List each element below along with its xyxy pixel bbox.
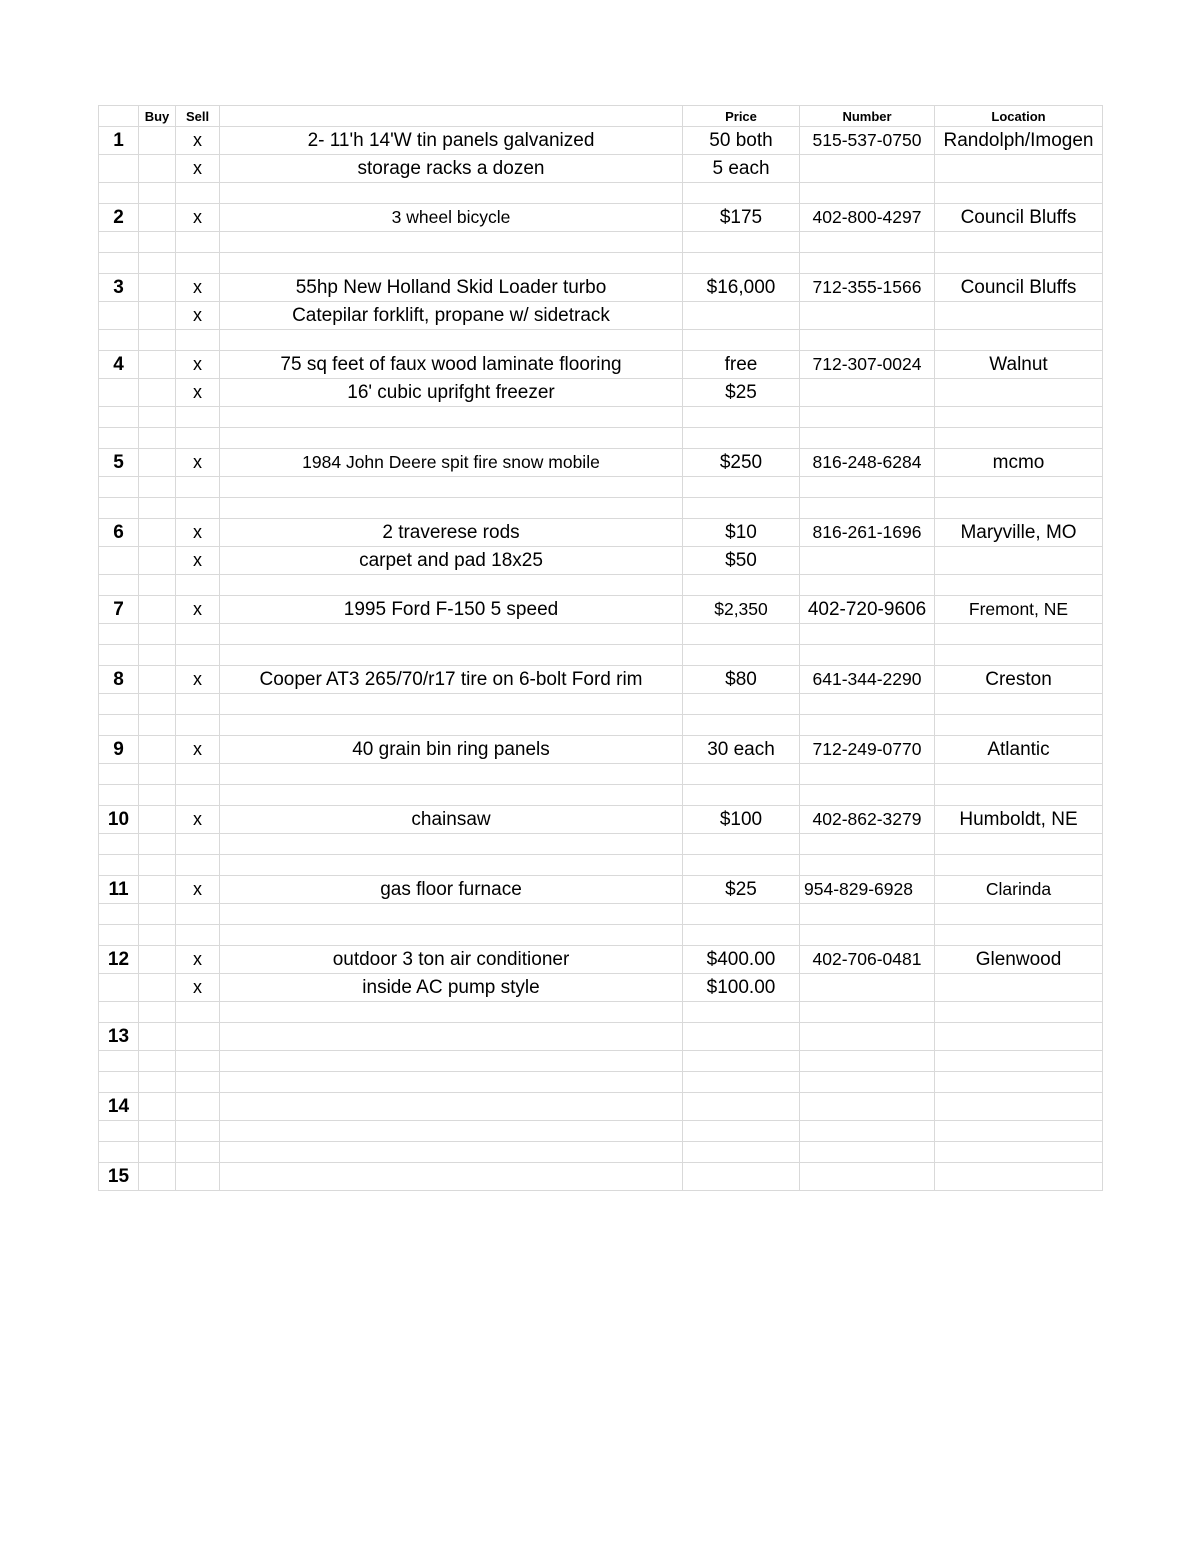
spacer-row [99,1051,1103,1072]
item-location: Council Bluffs [935,204,1103,232]
listing-number: 7 [99,596,139,624]
sell-mark: x [176,274,220,302]
spacer-row [99,253,1103,274]
sell-mark: x [176,155,220,183]
phone-number: 641-344-2290 [800,666,935,694]
item-location: Glenwood [935,946,1103,974]
listing-number: 12 [99,946,139,974]
item-description: 40 grain bin ring panels [220,736,683,764]
spacer-row [99,232,1103,253]
item-description: 3 wheel bicycle [220,204,683,232]
item-price: $80 [683,666,800,694]
item-description: chainsaw [220,806,683,834]
spacer-row [99,1121,1103,1142]
sell-mark: x [176,596,220,624]
header-price: Price [683,106,800,127]
spacer-row [99,645,1103,666]
phone-number: 402-706-0481 [800,946,935,974]
header-item [220,106,683,127]
table-row [99,351,1103,379]
table-row [99,379,1103,407]
table-row [99,876,1103,904]
table-row [99,974,1103,1002]
item-location: mcmo [935,449,1103,477]
listing-number: 2 [99,204,139,232]
phone-number: 712-355-1566 [800,274,935,302]
item-description: inside AC pump style [220,974,683,1002]
table-row [99,274,1103,302]
sell-mark: x [176,519,220,547]
item-location: Council Bluffs [935,274,1103,302]
phone-number: 515-537-0750 [800,127,935,155]
sell-mark: x [176,736,220,764]
sell-mark: x [176,204,220,232]
phone-number: 402-862-3279 [800,806,935,834]
spacer-row [99,330,1103,351]
spacer-row [99,183,1103,204]
sell-mark: x [176,379,220,407]
sell-mark: x [176,876,220,904]
spacer-row [99,624,1103,645]
sell-mark: x [176,946,220,974]
table-row [99,596,1103,624]
item-description: 1995 Ford F-150 5 speed [220,596,683,624]
sell-mark: x [176,351,220,379]
header-buy: Buy [139,106,176,127]
item-description: Cooper AT3 265/70/r17 tire on 6-bolt Ford rim [220,666,683,694]
item-price: $2,350 [683,596,800,624]
phone-number: 402-720-9606 [800,596,935,624]
phone-number: 816-248-6284 [800,449,935,477]
listing-number: 14 [99,1093,139,1121]
listing-number: 6 [99,519,139,547]
spacer-row [99,694,1103,715]
spacer-row [99,428,1103,449]
spacer-row [99,1002,1103,1023]
header-index [99,106,139,127]
item-location: Randolph/Imogen [935,127,1103,155]
listing-number: 5 [99,449,139,477]
spacer-row [99,498,1103,519]
buy-cell [139,127,176,155]
item-price: $400.00 [683,946,800,974]
item-location: Walnut [935,351,1103,379]
spacer-row [99,904,1103,925]
item-price: 5 each [683,155,800,183]
item-location: Humboldt, NE [935,806,1103,834]
item-price: $100.00 [683,974,800,1002]
item-price: $50 [683,547,800,575]
sell-mark: x [176,127,220,155]
item-location: Fremont, NE [935,596,1103,624]
item-description: storage racks a dozen [220,155,683,183]
spacer-row [99,575,1103,596]
item-description: 16' cubic uprifght freezer [220,379,683,407]
phone-number: 954-829-6928 [800,876,935,904]
phone-number: 712-307-0024 [800,351,935,379]
spacer-row [99,715,1103,736]
item-price: $250 [683,449,800,477]
listing-number: 1 [99,127,139,155]
table-row [99,736,1103,764]
listing-number: 4 [99,351,139,379]
listing-number: 3 [99,274,139,302]
item-price: 50 both [683,127,800,155]
spacer-row [99,1072,1103,1093]
spacer-row [99,407,1103,428]
spacer-row [99,785,1103,806]
table-row [99,1023,1103,1051]
table-row [99,547,1103,575]
item-description: 2- 11'h 14'W tin panels galvanized [220,127,683,155]
table-row [99,155,1103,183]
item-description: 1984 John Deere spit fire snow mobile [220,449,683,477]
listing-number: 15 [99,1163,139,1191]
item-price: 30 each [683,736,800,764]
item-price: $175 [683,204,800,232]
listings-table [98,105,1103,1191]
header-row [99,106,1103,127]
table-row [99,806,1103,834]
item-location: Creston [935,666,1103,694]
phone-number: 402-800-4297 [800,204,935,232]
phone-number: 712-249-0770 [800,736,935,764]
item-description: 55hp New Holland Skid Loader turbo [220,274,683,302]
item-location: Clarinda [935,876,1103,904]
item-price: $16,000 [683,274,800,302]
listing-number: 9 [99,736,139,764]
sell-mark: x [176,547,220,575]
spacer-row [99,925,1103,946]
item-description: 75 sq feet of faux wood laminate flooring [220,351,683,379]
sell-mark: x [176,302,220,330]
listing-number: 11 [99,876,139,904]
item-location: Atlantic [935,736,1103,764]
table-row [99,666,1103,694]
table-row [99,127,1103,155]
phone-number: 816-261-1696 [800,519,935,547]
item-description: Catepilar forklift, propane w/ sidetrack [220,302,683,330]
listing-number: 13 [99,1023,139,1051]
header-sell: Sell [176,106,220,127]
item-location: Maryville, MO [935,519,1103,547]
item-description: outdoor 3 ton air conditioner [220,946,683,974]
table-row [99,302,1103,330]
item-description: carpet and pad 18x25 [220,547,683,575]
item-price: $10 [683,519,800,547]
spacer-row [99,855,1103,876]
spacer-row [99,1142,1103,1163]
table-row [99,519,1103,547]
item-price: free [683,351,800,379]
table-row [99,1093,1103,1121]
table-row [99,1163,1103,1191]
sell-mark: x [176,666,220,694]
item-price: $25 [683,379,800,407]
spacer-row [99,834,1103,855]
sell-mark: x [176,806,220,834]
sell-mark: x [176,974,220,1002]
header-location: Location [935,106,1103,127]
spacer-row [99,764,1103,785]
item-price: $100 [683,806,800,834]
table-row [99,204,1103,232]
header-number: Number [800,106,935,127]
sell-mark: x [176,449,220,477]
table-row [99,449,1103,477]
listing-number: 10 [99,806,139,834]
item-price: $25 [683,876,800,904]
table-row [99,946,1103,974]
spacer-row [99,477,1103,498]
item-description: gas floor furnace [220,876,683,904]
item-description: 2 traverese rods [220,519,683,547]
listing-number: 8 [99,666,139,694]
